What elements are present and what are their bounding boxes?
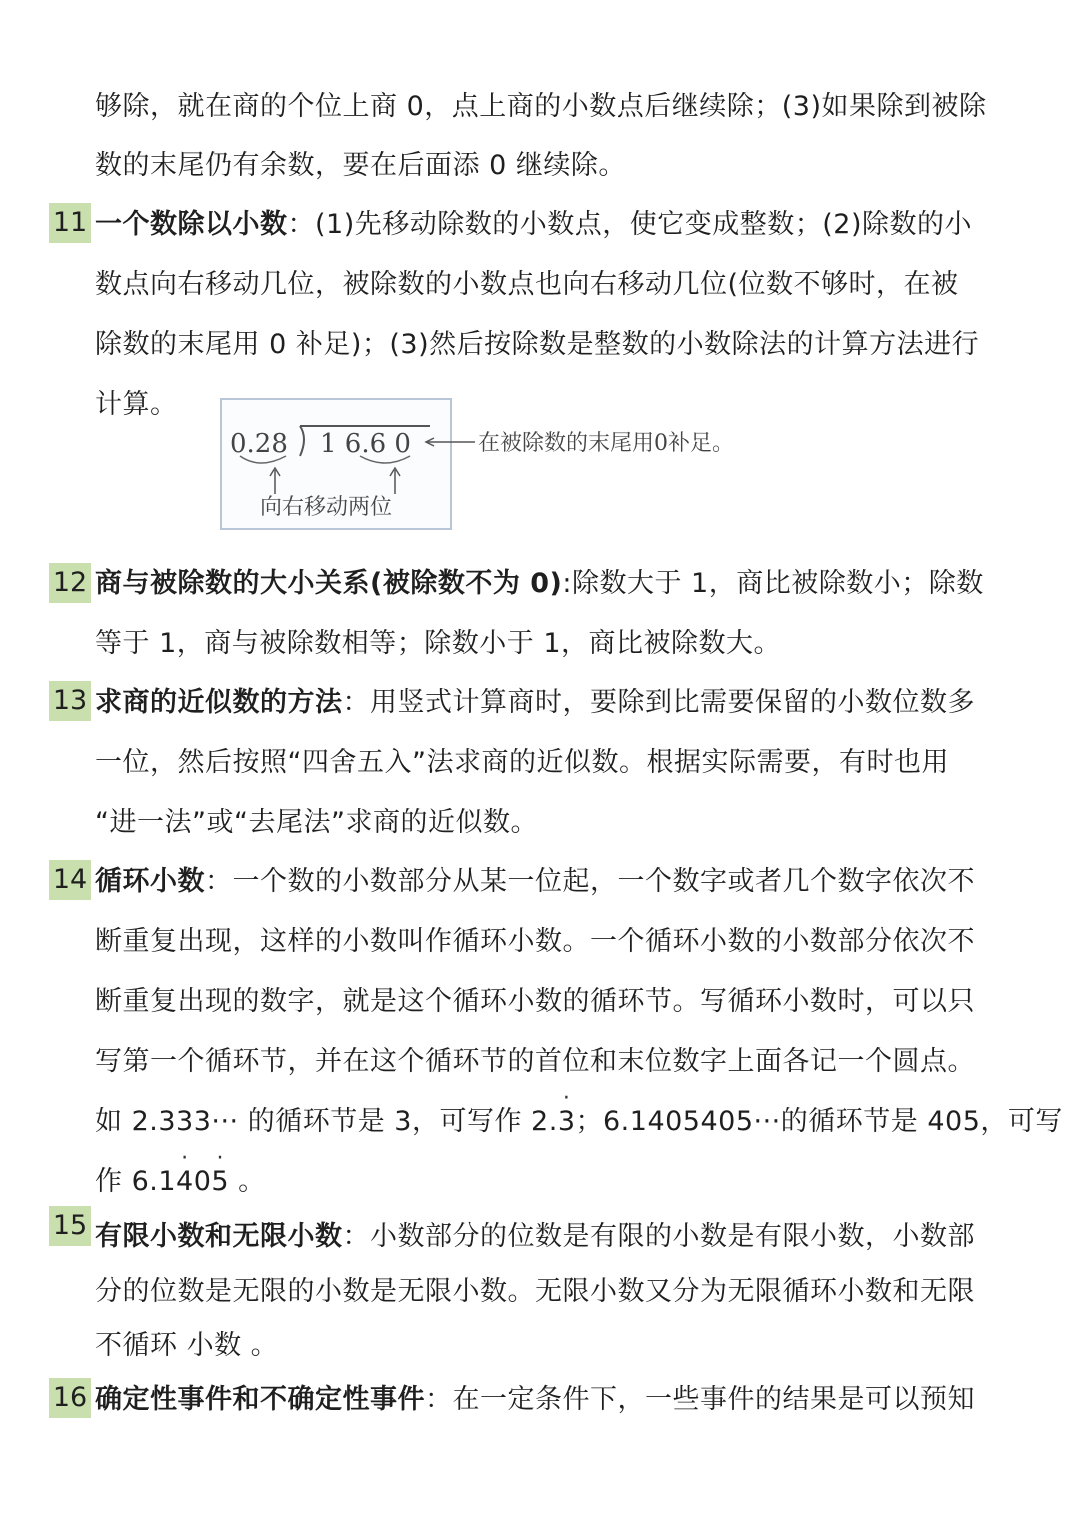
- repeating-digit-dot: · 3: [558, 1106, 576, 1137]
- section-number-14: 14: [49, 860, 91, 900]
- figure-note: 在被除数的末尾用0补足。: [478, 431, 734, 456]
- section-15-line: [95, 1220, 1035, 1254]
- figure-caption: 向右移动两位: [260, 495, 393, 520]
- section-number-11: 11: [49, 203, 91, 243]
- repeating-digit-dot-start: · 4: [176, 1166, 194, 1197]
- text-line: 一位，然后按照“四舍五入”法求商的近似数。根据实际需要，有时也用: [95, 747, 949, 778]
- section-number-16: 16: [49, 1378, 91, 1418]
- section-12-line: [95, 567, 1035, 601]
- section-15-term: 有限小数和无限小数: [95, 1221, 343, 1252]
- section-12-text: :除数大于 1，商比被除数小；除数: [562, 568, 984, 599]
- section-number-13: 13: [49, 681, 91, 721]
- text-line: 数点向右移动几位，被除数的小数点也向右移动几位(位数不够时，在被: [95, 269, 959, 300]
- example-text-a: 如 2.333··· 的循环节是 3，可写作 2.: [95, 1106, 558, 1137]
- repeating-digit-middle: 0: [193, 1166, 212, 1197]
- text-line: 数的末尾仍有余数，要在后面添 0 继续除。: [95, 150, 626, 181]
- division-figure: [220, 398, 780, 530]
- text-line: 等于 1，商与被除数相等；除数小于 1，商比被除数大。: [95, 628, 782, 659]
- text-line: 写第一个循环节，并在这个循环节的首位和末位数字上面各记一个圆点。: [95, 1046, 975, 1077]
- text-line: 分的位数是无限的小数是无限小数。无限小数又分为无限循环小数和无限: [95, 1276, 975, 1307]
- section-13-text: ：用竖式计算商时，要除到比需要保留的小数位数多: [342, 687, 975, 718]
- section-number-12: 12: [49, 563, 91, 603]
- example-text-d: 。: [229, 1166, 266, 1197]
- section-11-term: 一个数除以小数: [95, 209, 288, 240]
- division-bracket: [300, 426, 304, 456]
- example-line: [95, 1105, 1063, 1139]
- text-line: 除数的末尾用 0 补足)；(3)然后按除数是整数的小数除法的计算方法进行: [95, 329, 980, 360]
- section-13-line: [95, 686, 1035, 720]
- section-16-line: [95, 1383, 1035, 1417]
- text-line: 计算。: [95, 389, 178, 420]
- example-line-2: [95, 1165, 1035, 1199]
- section-number-15: 15: [49, 1206, 91, 1246]
- section-12-term: 商与被除数的大小关系(被除数不为 0): [95, 568, 563, 599]
- section-14-line: [95, 865, 1035, 899]
- text-line: 不循环 小数 。: [95, 1330, 279, 1361]
- section-13-term: 求商的近似数的方法: [95, 687, 343, 718]
- example-text-b: ；6.1405405···的循环节是 405，可写: [575, 1106, 1063, 1137]
- section-14-term: 循环小数: [95, 866, 205, 897]
- divisor-value: 0.28: [230, 429, 288, 459]
- text-line: 够除，就在商的个位上商 0，点上商的小数点后继续除；(3)如果除到被除: [95, 91, 987, 122]
- section-15-text: ：小数部分的位数是有限的小数是有限小数，小数部: [342, 1221, 975, 1252]
- section-11-line: [95, 208, 1035, 242]
- section-11-text: ：(1)先移动除数的小数点，使它变成整数；(2)除数的小: [287, 209, 972, 240]
- text-line: “进一法”或“去尾法”求商的近似数。: [95, 807, 538, 838]
- example-text-c: 作 6.1: [95, 1166, 177, 1197]
- repeating-digit-dot-end: · 5: [211, 1166, 229, 1197]
- text-line: 断重复出现的数字，就是这个循环小数的循环节。写循环小数时，可以只: [95, 986, 975, 1017]
- text-line: 断重复出现，这样的小数叫作循环小数。一个循环小数的小数部分依次不: [95, 926, 975, 957]
- section-16-term: 确定性事件和不确定性事件: [95, 1384, 425, 1415]
- section-16-text: ：在一定条件下，一些事件的结果是可以预知: [425, 1384, 975, 1415]
- section-14-text: ：一个数的小数部分从某一位起，一个数字或者几个数字依次不: [205, 866, 975, 897]
- dividend-value: 1 6.6 0: [320, 429, 411, 459]
